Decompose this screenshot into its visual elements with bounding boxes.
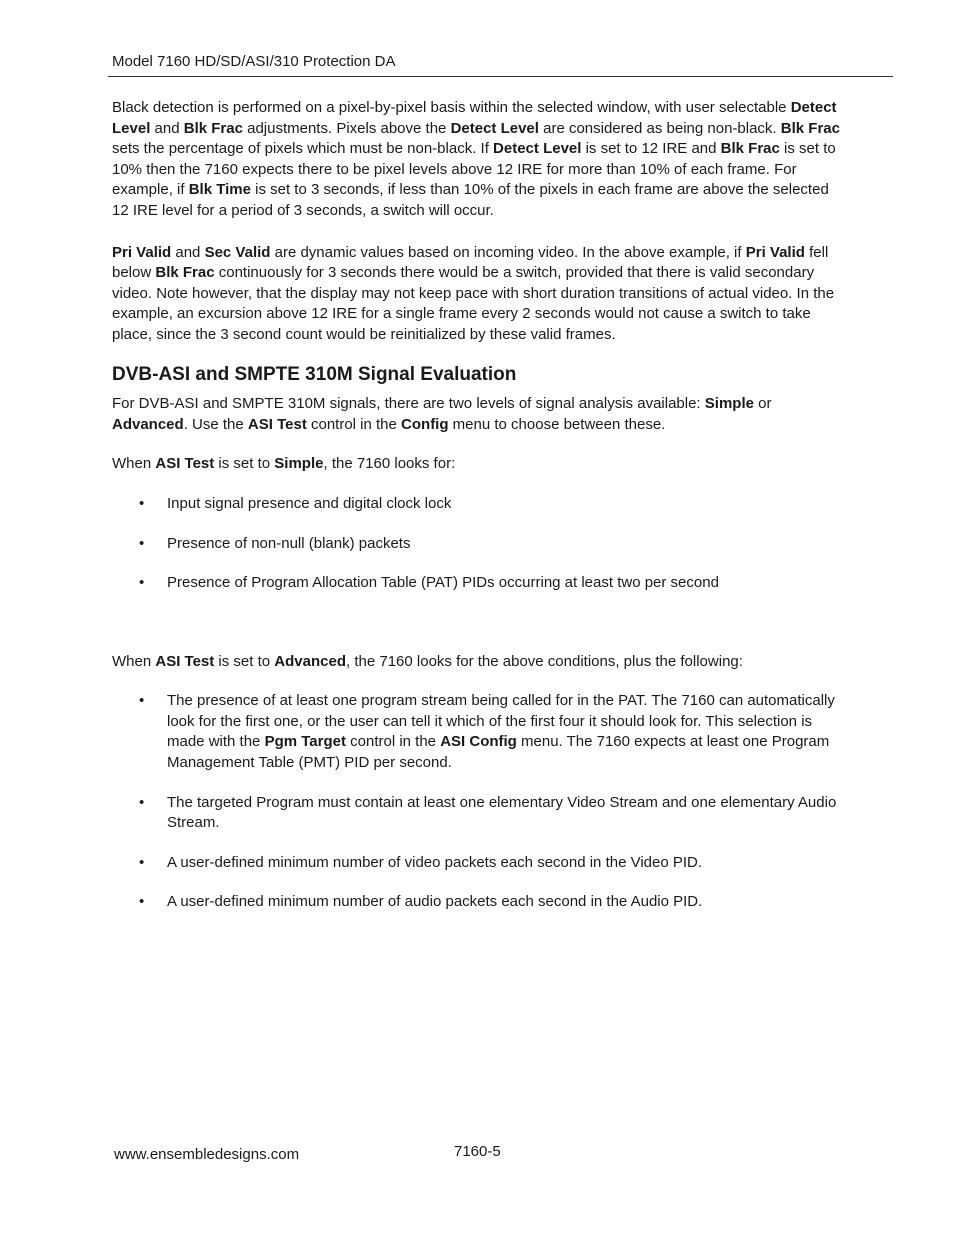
list-item: • The presence of at least one program stream being called for in the PAT. The 7160 can automatically look for the first one, or the user can tell it which of the first four it should look for. This selection is made with the Pgm Target control in the ASI Config menu. The 7160 expects at least one Program Management Table (PMT) PID per second. [139,692,835,772]
bullet: • [139,793,145,811]
valid-values-paragraph: Pri Valid and Sec Valid are dynamic values based on incoming video. In the above example, if Pri Valid fell below Blk Frac continuously for 3 seconds there would be a switch, provided that there is valid secondary video. Note however, that the display may not keep pace with short duration transitions of actual video. In the example, an excursion above 12 IRE for a single frame every 2 seconds would not cause a switch to take place, since the 3 second count would be reinitialized by these valid frames. [112,243,835,343]
simple-mode-intro: When ASI Test is set to Simple, the 7160 looks for: [112,455,456,473]
bullet: • [139,494,145,512]
list-item: • Presence of non-null (blank) packets [112,534,847,555]
list-item: • A user-defined minimum number of audio packets each second in the Audio PID. [112,892,847,913]
header-rule [108,76,893,77]
bullet: • [139,893,145,911]
advanced-mode-list [112,691,847,913]
footer-website: www.ensembledesigns.com [114,1146,300,1163]
bullet: • [139,692,145,710]
bullet: • [139,534,145,552]
section-heading: DVB-ASI and SMPTE 310M Signal Evaluation [112,363,517,385]
document-body [112,98,847,913]
bullet: • [139,853,145,871]
list-item: • A user-defined minimum number of video packets each second in the Video PID. [112,853,847,874]
list-item: • Presence of Program Allocation Table (PAT) PIDs occurring at least two per second [112,573,847,594]
black-detection-paragraph: Black detection is performed on a pixel-by-pixel basis within the selected window, with user selectable Detect Level and Blk Frac adjustments. Pixels above the Detect Level are considered as being non-black. Blk Frac sets the percentage of pixels which must be non-black. If Detect Level is set to 12 IRE and Blk Frac is set to 10% then the 7160 expects there to be pixel levels above 12 IRE for more than 10% of each frame. For example, if Blk Time is set to 3 seconds, if less than 10% of the pixels in each frame are above the selected 12 IRE level for a period of 3 seconds, a switch will occur. [112,99,840,219]
running-header: Model 7160 HD/SD/ASI/310 Protection DA [112,53,396,70]
bullet: • [139,574,145,592]
list-item: • Input signal presence and digital clock lock [112,494,847,515]
advanced-mode-intro: When ASI Test is set to Advanced, the 7160 looks for the above conditions, plus the following: [112,652,743,670]
signal-analysis-paragraph: For DVB-ASI and SMPTE 310M signals, there are two levels of signal analysis available: Simple or Advanced. Use the ASI Test control in the Config menu to choose between these. [112,395,772,433]
simple-mode-list [112,494,847,594]
list-item: • The targeted Program must contain at least one elementary Video Stream and one elementary Audio Stream. [139,793,837,832]
page-number: 7160-5 [454,1143,501,1160]
